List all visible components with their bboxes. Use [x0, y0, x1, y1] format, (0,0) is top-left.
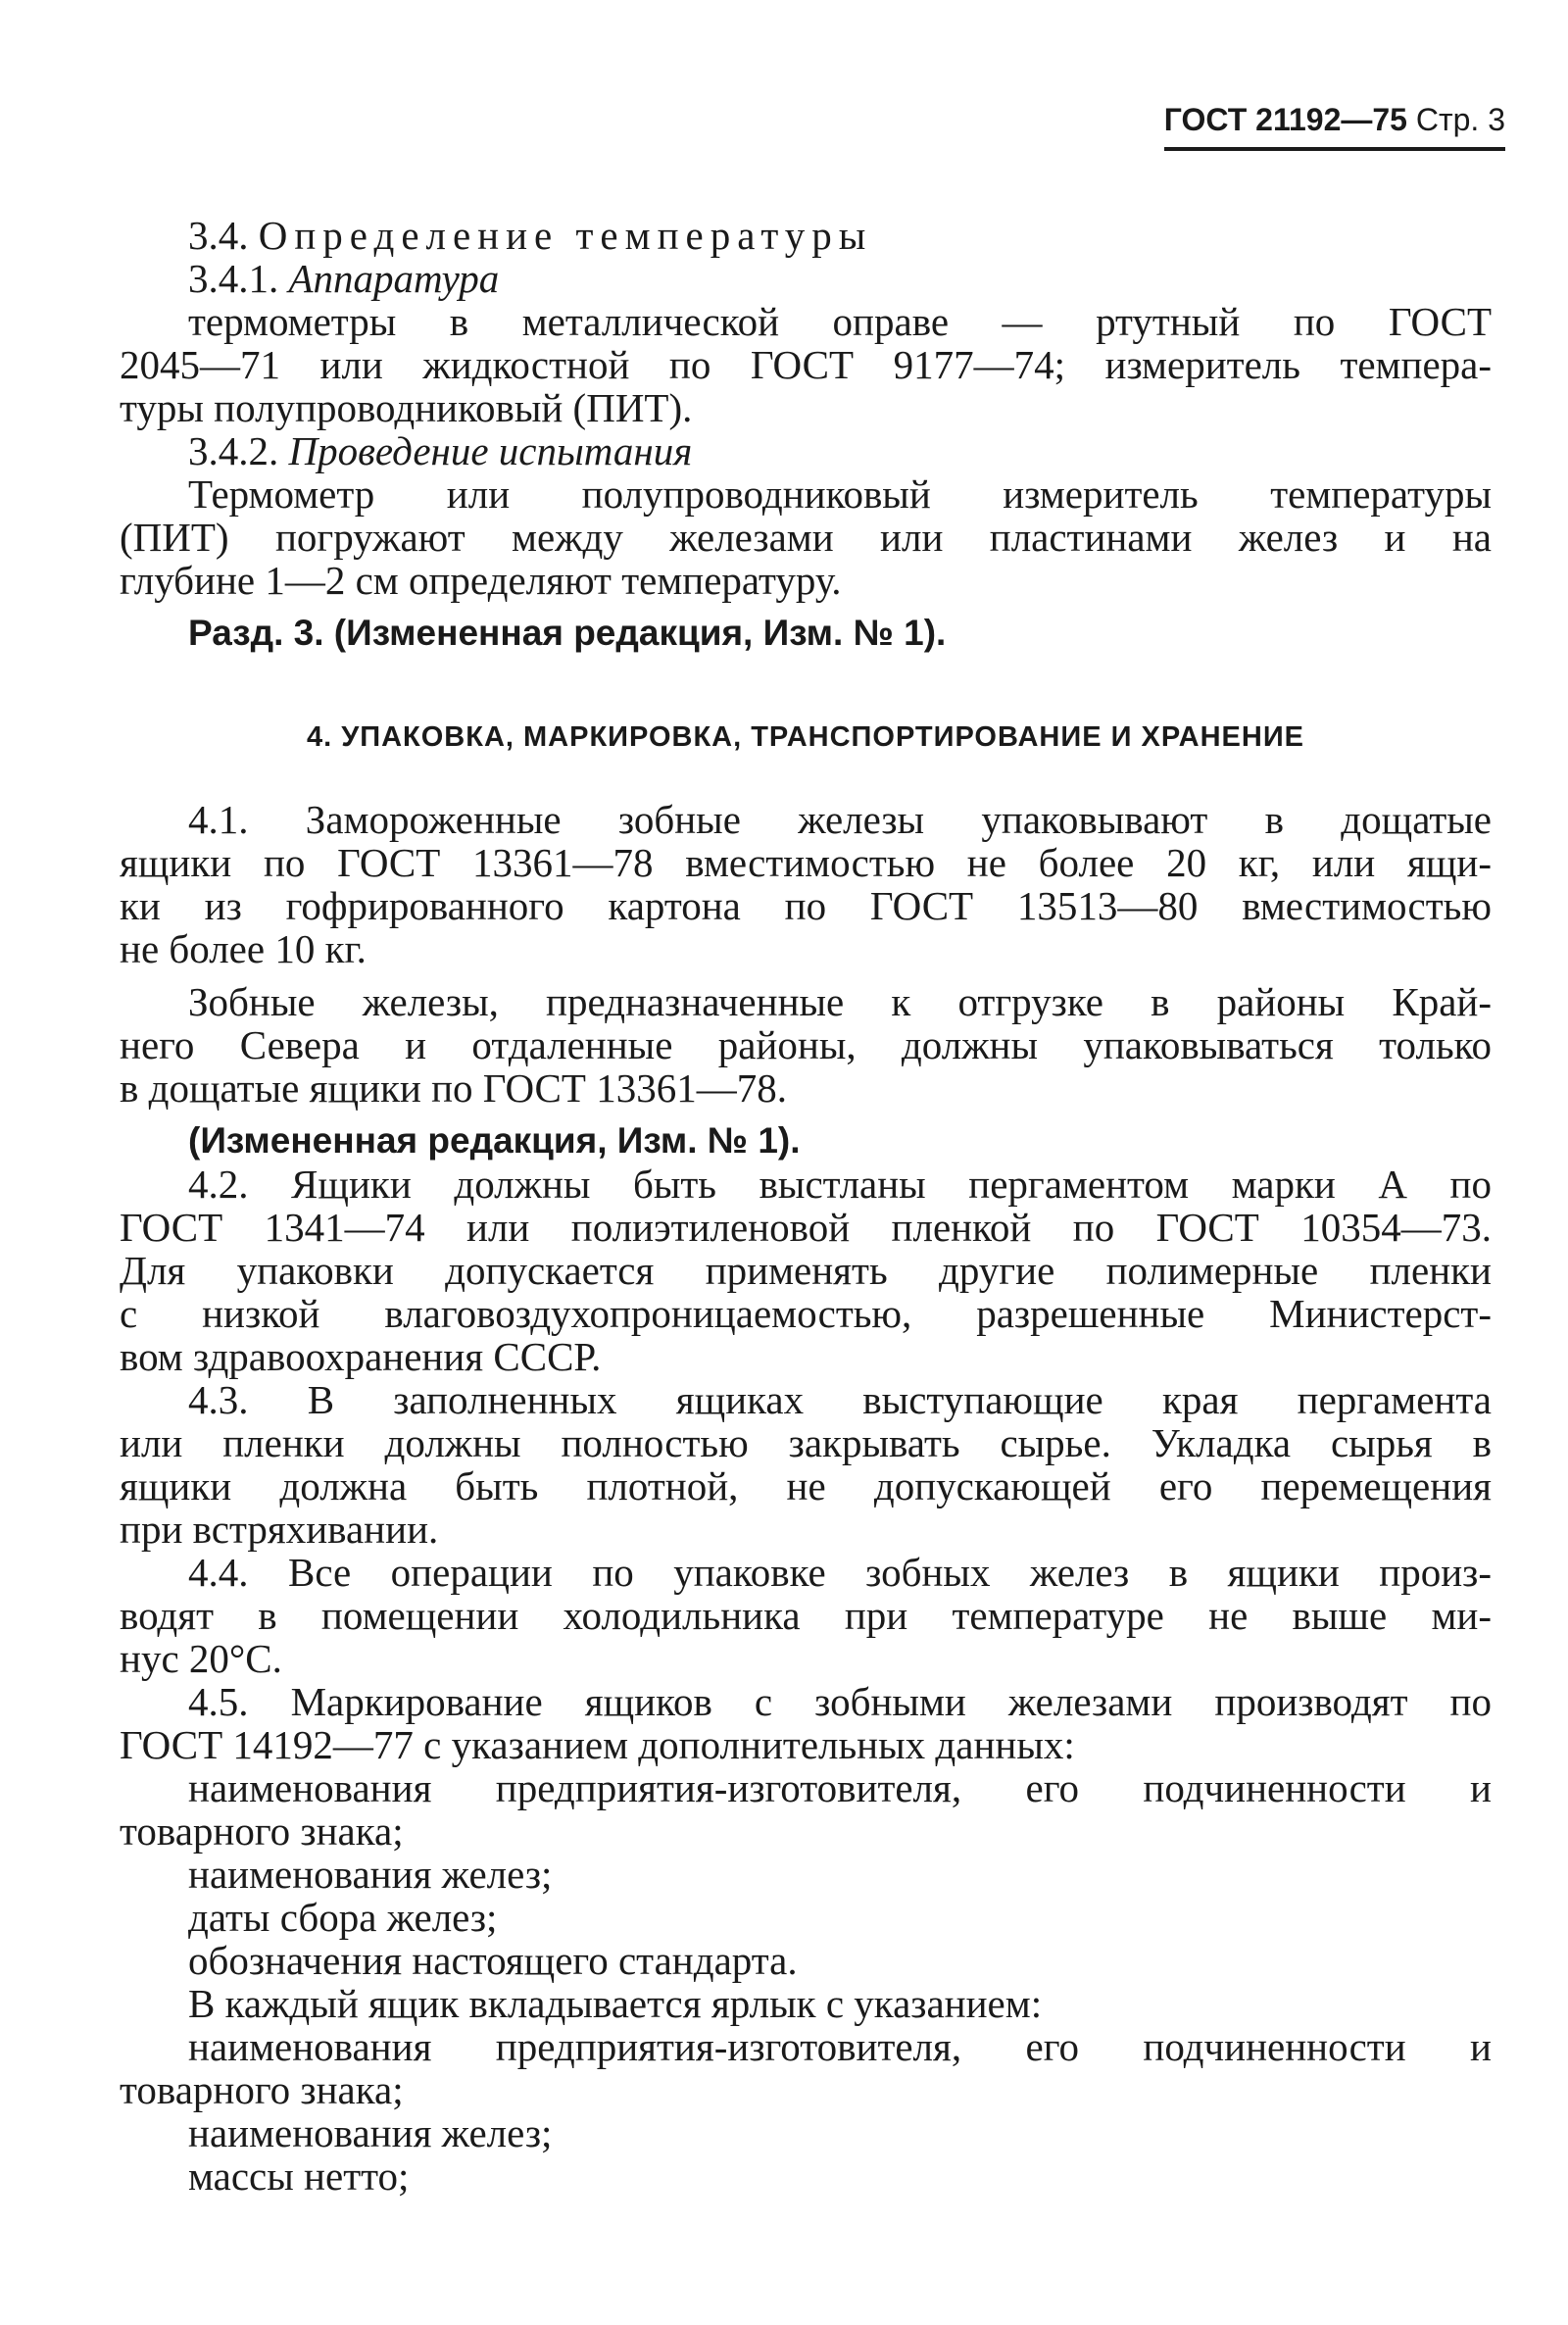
- clause-number: 3.4.2.: [188, 428, 279, 473]
- clause-title: Определение температуры: [258, 213, 873, 258]
- text-line: ГОСТ 14192—77 с указанием дополнительных данных:: [120, 1722, 1075, 1767]
- text-line: В каждый ящик вкладывается ярлык с указанием:: [188, 1981, 1043, 2026]
- list-item: наименования предприятия-изготовителя, его подчиненности и: [188, 2024, 1492, 2069]
- text-line: нус 20°С.: [120, 1636, 282, 1681]
- clause-3-4-title: [120, 214, 1492, 257]
- text-line: 4.5. Маркирование ящиков с зобными железами производят по: [188, 1679, 1492, 1724]
- section-heading: 4. УПАКОВКА, МАРКИРОВКА, ТРАНСПОРТИРОВАНИЕ И ХРАНЕНИЕ: [306, 721, 1305, 753]
- text-line: ГОСТ 1341—74 или полиэтиленовой пленкой по ГОСТ 10354—73.: [120, 1205, 1492, 1250]
- doc-code: ГОСТ 21192—75: [1163, 102, 1407, 137]
- list-item: массы нетто;: [188, 2153, 410, 2199]
- clause-3-4-1-title: [120, 257, 1492, 300]
- amendment-note: Разд. 3. (Измененная редакция, Изм. № 1).: [188, 613, 947, 653]
- list-item: даты сбора желез;: [188, 1895, 498, 1940]
- clause-number: 3.4.1.: [188, 256, 279, 301]
- text-line: или пленки должны полностью закрывать сырье. Укладка сырья в: [120, 1420, 1492, 1465]
- clause-title: Проведение испытания: [288, 428, 693, 473]
- text-line: 4.2. Ящики должны быть выстланы пергаментом марки А по: [188, 1162, 1492, 1207]
- list-item: наименования желез;: [188, 2110, 553, 2155]
- text-line: 2045—71 или жидкостной по ГОСТ 9177—74; измеритель темпера-: [120, 342, 1492, 387]
- text-line: в дощатые ящики по ГОСТ 13361—78.: [120, 1065, 787, 1111]
- amendment-note: (Измененная редакция, Изм. № 1).: [188, 1120, 801, 1161]
- list-item: наименования предприятия-изготовителя, его подчиненности и: [188, 1765, 1492, 1810]
- text-line: Для упаковки допускается применять другие полимерные пленки: [120, 1248, 1492, 1293]
- text-line: с низкой влаговоздухопроницаемостью, разрешенные Министерст-: [120, 1291, 1492, 1336]
- text-line: термометры в металлической оправе — ртутный по ГОСТ: [188, 299, 1492, 344]
- page-header: [1164, 98, 1505, 151]
- list-item: товарного знака;: [120, 2067, 404, 2112]
- clause-title: Аппаратура: [288, 256, 500, 301]
- clause-number: 3.4.: [188, 213, 249, 258]
- list-item: обозначения настоящего стандарта.: [188, 1938, 798, 1983]
- text-line: Зобные железы, предназначенные к отгрузке в районы Край-: [188, 979, 1492, 1024]
- text-line: 4.1. Замороженные зобные железы упаковывают в дощатые: [188, 797, 1492, 842]
- text-line: водят в помещении холодильника при температуре не выше ми-: [120, 1593, 1492, 1638]
- text-line: ящики по ГОСТ 13361—78 вместимостью не более 20 кг, или ящи-: [120, 840, 1492, 885]
- text-line: не более 10 кг.: [120, 926, 367, 971]
- text-line: Термометр или полупроводниковый измеритель температуры: [188, 471, 1492, 517]
- text-line: него Севера и отдаленные районы, должны упаковываться только: [120, 1022, 1492, 1067]
- text-line: 4.4. Все операции по упаковке зобных желез в ящики произ-: [188, 1550, 1492, 1595]
- text-line: ки из гофрированного картона по ГОСТ 13513—80 вместимостью: [120, 883, 1492, 928]
- page-number: Стр. 3: [1415, 102, 1505, 137]
- text-line: вом здравоохранения СССР.: [120, 1334, 602, 1379]
- clause-3-4-2-title: [120, 429, 1492, 472]
- text-line: при встряхивании.: [120, 1507, 439, 1552]
- list-item: товарного знака;: [120, 1808, 404, 1854]
- text-line: туры полупроводниковый (ПИТ).: [120, 385, 693, 430]
- text-line: 4.3. В заполненных ящиках выступающие края пергамента: [188, 1377, 1492, 1422]
- text-line: (ПИТ) погружают между железами или пластинами желез и на: [120, 515, 1492, 560]
- list-item: наименования желез;: [188, 1852, 553, 1897]
- text-line: ящики должна быть плотной, не допускающей его перемещения: [120, 1463, 1492, 1509]
- text-line: глубине 1—2 см определяют температуру.: [120, 558, 842, 603]
- document-body: [120, 214, 1492, 2198]
